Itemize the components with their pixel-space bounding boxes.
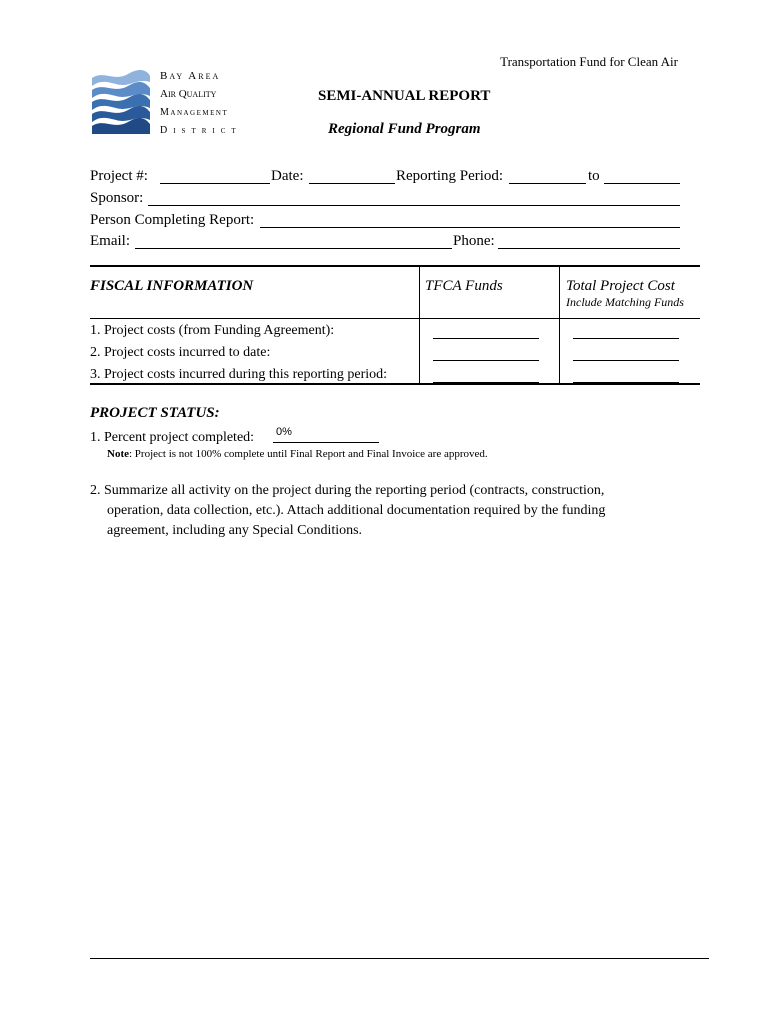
phone-label: Phone: (453, 233, 495, 249)
fiscal-row-1-label: 1. Project costs (from Funding Agreement): (90, 323, 335, 338)
email-label: Email: (90, 233, 130, 249)
summary-instructions (90, 481, 605, 541)
tfca-costs-to-date-field[interactable] (433, 345, 539, 361)
fiscal-col-divider-1 (419, 266, 420, 384)
sponsor-field[interactable] (148, 190, 680, 206)
page-subtitle: Regional Fund Program (328, 121, 481, 137)
project-number-label: Project #: (90, 168, 148, 184)
person-completing-label: Person Completing Report: (90, 212, 255, 228)
date-label: Date: (271, 168, 304, 184)
phone-field[interactable] (498, 233, 680, 249)
email-field[interactable] (135, 233, 452, 249)
person-completing-field[interactable] (260, 212, 680, 228)
footer-rule (90, 958, 709, 959)
summary-line-3: agreement, including any Special Conditions. (107, 523, 363, 538)
project-status-heading: PROJECT STATUS: (90, 405, 220, 421)
fiscal-row-3-label: 3. Project costs incurred during this reporting period: (90, 367, 388, 382)
program-name: Transportation Fund for Clean Air (500, 54, 678, 69)
sponsor-label: Sponsor: (90, 190, 144, 206)
percent-completed-label: 1. Percent project completed: (90, 430, 255, 445)
total-costs-period-field[interactable] (573, 367, 679, 383)
tfca-costs-period-field[interactable] (433, 367, 539, 383)
fiscal-col-divider-2 (559, 266, 560, 384)
date-field[interactable] (309, 168, 395, 184)
baaqmd-logo (90, 68, 242, 138)
total-project-cost-header: Total Project Cost (566, 278, 675, 294)
total-costs-to-date-field[interactable] (573, 345, 679, 361)
summary-line-2: operation, data collection, etc.). Attach additional documentation required by the funding (107, 503, 606, 518)
completion-note (107, 448, 488, 461)
percent-completed-value: 0% (276, 426, 292, 438)
logo-line-3: Management (160, 107, 229, 118)
include-matching-funds-note: Include Matching Funds (566, 295, 684, 309)
logo-line-4: District (160, 125, 242, 136)
fiscal-row-2-label: 2. Project costs incurred to date: (90, 345, 271, 360)
fiscal-table-top-rule (90, 265, 700, 267)
reporting-period-label: Reporting Period: (396, 168, 504, 184)
summary-line-1: 2. Summarize all activity on the project during the reporting period (contracts, construction, (90, 483, 605, 498)
reporting-period-end-field[interactable] (604, 168, 680, 184)
logo-line-2: Air Quality (160, 88, 217, 100)
page-title: SEMI-ANNUAL REPORT (318, 88, 491, 104)
reporting-period-start-field[interactable] (509, 168, 586, 184)
logo-waves-icon (90, 68, 152, 136)
tfca-funds-header: TFCA Funds (425, 278, 503, 294)
note-text: : Project is not 100% complete until Final Report and Final Invoice are approved. (129, 448, 488, 460)
project-number-field[interactable] (160, 168, 270, 184)
total-project-costs-field[interactable] (573, 323, 679, 339)
fiscal-table-bottom-rule (90, 383, 700, 385)
fiscal-heading: FISCAL INFORMATION (90, 278, 254, 294)
to-label: to (588, 168, 600, 184)
logo-line-1: Bay Area (160, 70, 221, 82)
percent-completed-field[interactable] (273, 426, 379, 443)
note-label: Note (107, 448, 129, 460)
tfca-project-costs-field[interactable] (433, 323, 539, 339)
fiscal-header-rule (90, 318, 700, 319)
